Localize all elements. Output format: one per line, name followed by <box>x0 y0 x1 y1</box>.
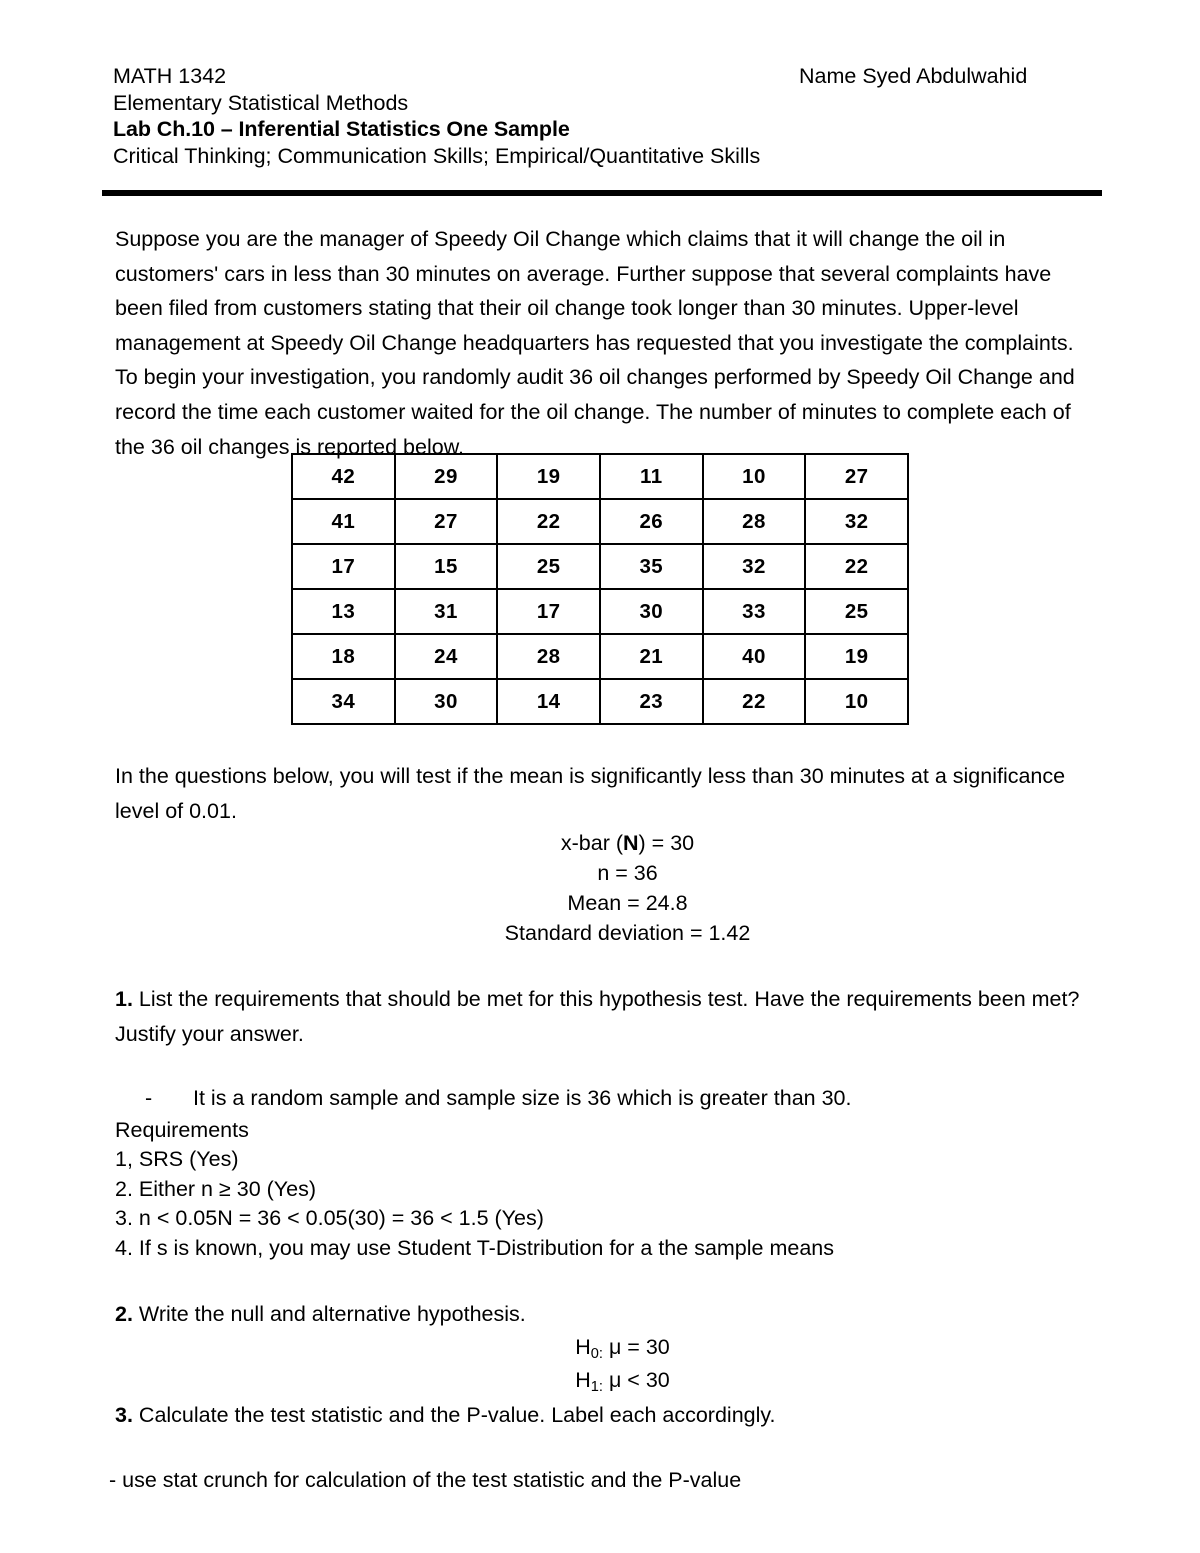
course-code-line <box>113 63 1103 90</box>
requirement-item-2: 2. Either n ≥ 30 (Yes) <box>115 1176 317 1201</box>
course-code: MATH 1342 <box>113 64 227 88</box>
null-hypothesis <box>155 1332 1090 1365</box>
table-cell: 31 <box>395 589 498 634</box>
h0-symbol: H <box>575 1335 591 1360</box>
h0-expression: μ = 30 <box>602 1335 670 1360</box>
question-2 <box>115 1297 1090 1332</box>
table-cell: 14 <box>497 679 600 724</box>
table-cell: 18 <box>292 634 395 679</box>
lab-title: Lab Ch.10 – Inferential Statistics One Sample <box>113 117 570 141</box>
course-name: Elementary Statistical Methods <box>113 90 409 115</box>
mean-line: Mean = 24.8 <box>567 891 688 916</box>
table-cell: 17 <box>497 589 600 634</box>
table-cell: 10 <box>703 454 806 499</box>
table-cell: 35 <box>600 544 703 589</box>
table-cell: 29 <box>395 454 498 499</box>
xbar-prefix: x-bar ( <box>560 831 623 856</box>
table-row <box>292 634 908 679</box>
header-divider-rule <box>102 190 1102 196</box>
table-cell: 41 <box>292 499 395 544</box>
table-cell: 13 <box>292 589 395 634</box>
table-cell: 25 <box>497 544 600 589</box>
question-3-number: 3. <box>115 1403 133 1428</box>
lower-body <box>109 759 1090 1497</box>
table-cell: 15 <box>395 544 498 589</box>
table-cell: 27 <box>395 499 498 544</box>
document-body <box>115 222 1090 464</box>
requirement-item-1: 1, SRS (Yes) <box>115 1147 239 1172</box>
spacer <box>115 1263 1090 1297</box>
table-body <box>292 454 908 724</box>
xbar-suffix: ) = 30 <box>638 831 695 856</box>
question-1-text: List the requirements that should be met for this hypothesis test. Have the requirements been met? Justify your answer. <box>115 987 1080 1046</box>
requirement-item-3: 3. n < 0.05N = 36 < 0.05(30) = 36 < 1.5 (Yes) <box>115 1206 544 1231</box>
table-cell: 26 <box>600 499 703 544</box>
question-1 <box>115 982 1090 1051</box>
table-cell: 22 <box>497 499 600 544</box>
requirement-item-4: 4. If s is known, you may use Student T-Distribution for a the sample means <box>115 1235 835 1260</box>
hypotheses-block <box>115 1332 1090 1398</box>
oil-change-times-table <box>291 453 909 725</box>
question-3-text: Calculate the test statistic and the P-value. Label each accordingly. <box>132 1403 776 1428</box>
test-intro-paragraph: In the questions below, you will test if the mean is significantly less than 30 minutes at a significance level of 0.01. <box>115 764 1066 823</box>
table-cell: 27 <box>805 454 908 499</box>
intro-paragraph: Suppose you are the manager of Speedy Oil Change which claims that it will change the oil in customers' cars in less than 30 minutes on average. Further suppose that several complaints have been filed from customers stating that their oil change took longer than 30 minutes. Upper-level management at Speedy Oil Change headquarters has requested that you investigate the complaints. To begin your investigation, you randomly audit 36 oil changes performed by Speedy Oil Change and record the time each customer waited for the oil change. The number of minutes to complete each of the 36 oil changes is reported below. <box>115 227 1075 459</box>
table-cell: 23 <box>600 679 703 724</box>
answer-1-bullet <box>115 1081 1090 1116</box>
spacer <box>115 948 1090 982</box>
table-cell: 17 <box>292 544 395 589</box>
question-2-text: Write the null and alternative hypothesis. <box>132 1302 526 1327</box>
skills-line: Critical Thinking; Communication Skills; Empirical/Quantitative Skills <box>113 143 761 168</box>
question-1-number: 1. <box>115 987 133 1012</box>
table-cell: 11 <box>600 454 703 499</box>
requirements-heading: Requirements <box>115 1117 249 1142</box>
table-cell: 25 <box>805 589 908 634</box>
table-cell: 32 <box>703 544 806 589</box>
h1-expression: μ < 30 <box>602 1368 670 1393</box>
table-cell: 32 <box>805 499 908 544</box>
table-row <box>292 454 908 499</box>
table-cell: 24 <box>395 634 498 679</box>
oil-change-times-table-wrapper <box>291 453 909 725</box>
alternative-hypothesis <box>155 1365 1090 1398</box>
table-cell: 42 <box>292 454 395 499</box>
h1-subscript: 1: <box>590 1379 603 1396</box>
spacer <box>115 1433 1090 1463</box>
table-cell: 22 <box>703 679 806 724</box>
summary-statistics-block <box>115 828 1090 948</box>
bullet-dash: - <box>145 1086 153 1111</box>
table-cell: 30 <box>395 679 498 724</box>
table-cell: 10 <box>805 679 908 724</box>
question-2-number: 2. <box>115 1302 133 1327</box>
h0-subscript: 0: <box>590 1346 603 1363</box>
question-3 <box>115 1398 1090 1433</box>
table-cell: 21 <box>600 634 703 679</box>
table-cell: 34 <box>292 679 395 724</box>
table-cell: 33 <box>703 589 806 634</box>
answer-3-note: - use stat crunch for calculation of the test statistic and the P-value <box>109 1467 742 1492</box>
table-cell: 22 <box>805 544 908 589</box>
table-row <box>292 679 908 724</box>
xbar-line <box>165 828 1090 858</box>
table-cell: 28 <box>497 634 600 679</box>
xbar-bold-N: N <box>623 831 639 856</box>
answer-1-bullet-text: It is a random sample and sample size is 36 which is greater than 30. <box>193 1086 852 1111</box>
table-cell: 40 <box>703 634 806 679</box>
student-name-field: Name Syed Abdulwahid <box>799 64 1028 88</box>
document-header <box>113 63 1103 169</box>
h1-symbol: H <box>575 1368 591 1393</box>
table-cell: 19 <box>497 454 600 499</box>
table-row <box>292 544 908 589</box>
spacer <box>115 1051 1090 1081</box>
sample-size-line: n = 36 <box>597 861 658 886</box>
stdev-line: Standard deviation = 1.42 <box>504 921 751 946</box>
table-cell: 30 <box>600 589 703 634</box>
table-cell: 19 <box>805 634 908 679</box>
table-cell: 28 <box>703 499 806 544</box>
table-row <box>292 589 908 634</box>
table-row <box>292 499 908 544</box>
